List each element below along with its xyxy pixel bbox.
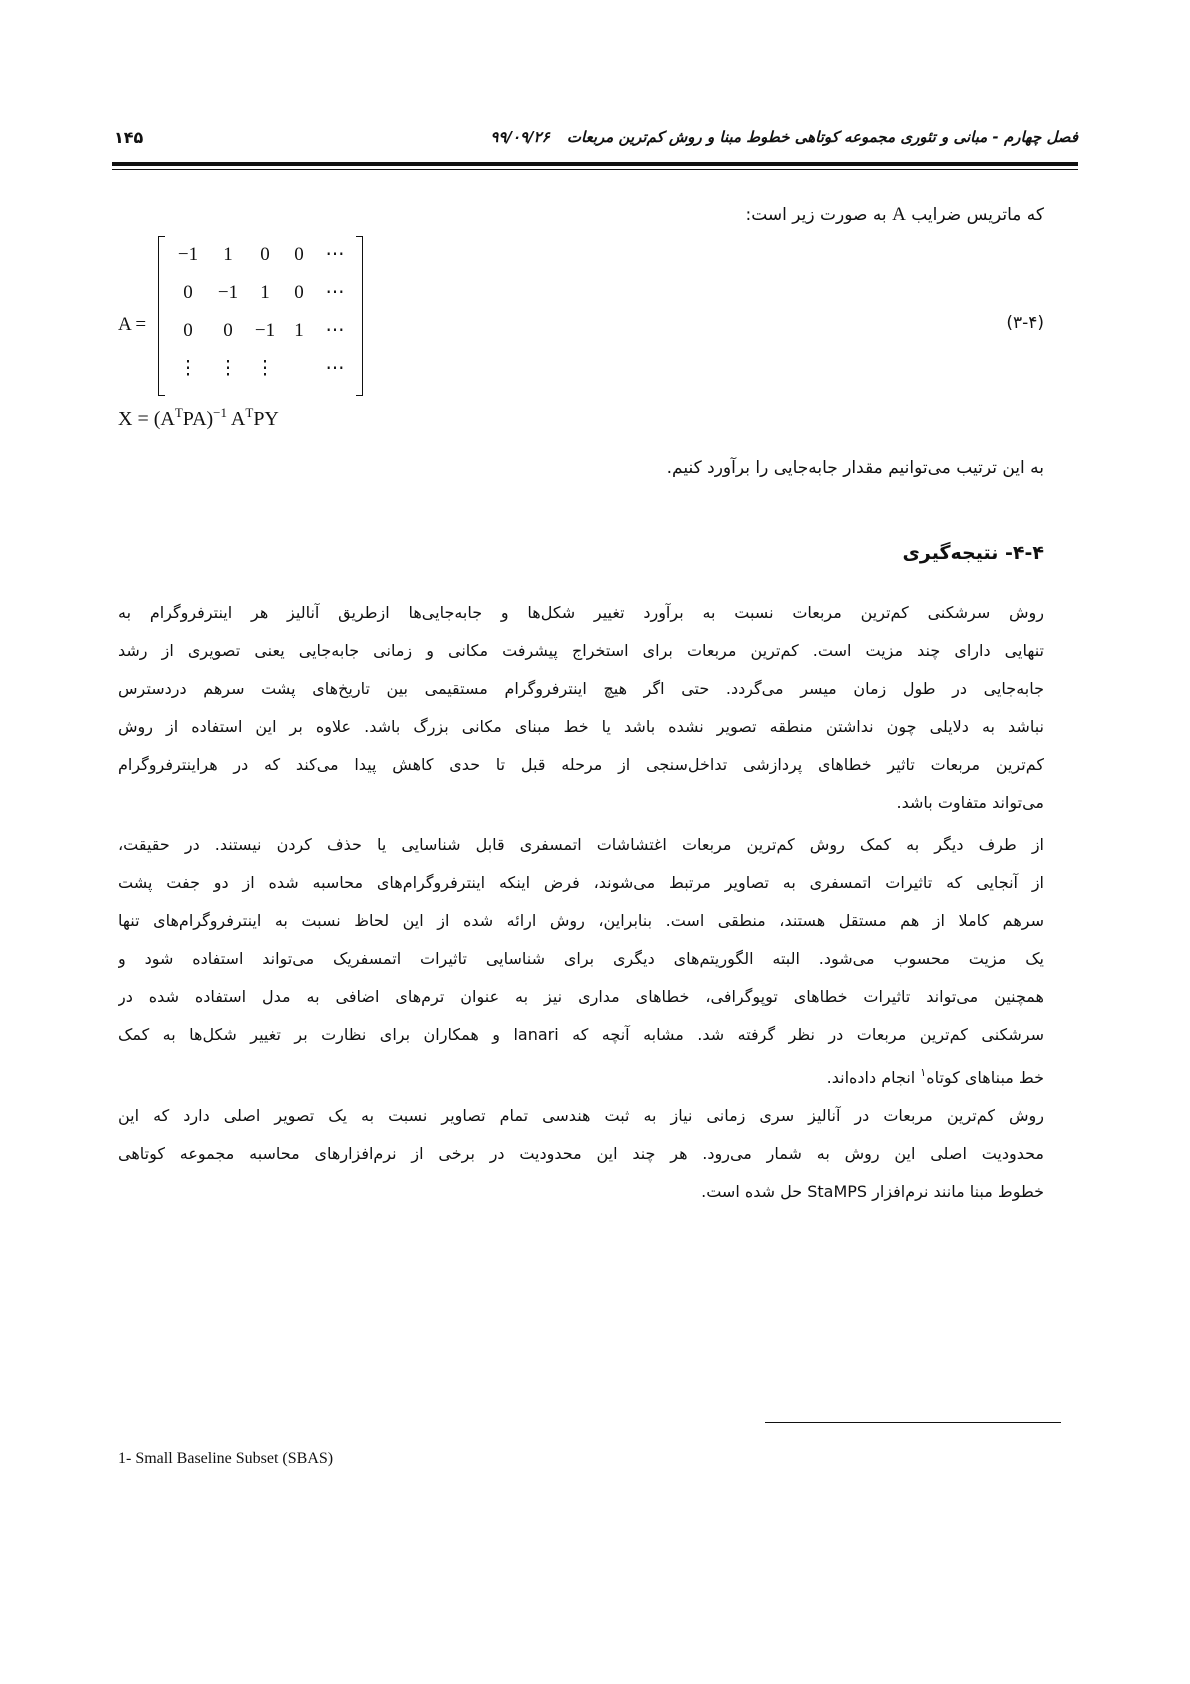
formula-part: PA) <box>182 408 214 430</box>
section-heading: ۴-۴- نتیجه‌گیری <box>902 542 1044 564</box>
footnote: 1- Small Baseline Subset (SBAS) <box>118 1450 334 1467</box>
matrix-cell: ⋮ <box>178 358 198 379</box>
matrix-cell: ⋮ <box>255 358 275 379</box>
matrix-cell: ⋯ <box>325 358 345 379</box>
matrix-cell: 1 <box>294 320 304 341</box>
matrix-cell: 0 <box>223 320 233 341</box>
matrix-intro-before: که ماتریس ضرایب <box>911 205 1044 225</box>
formula-superscript: −1 <box>213 405 228 420</box>
paragraph-line: نباشد به دلایلی چون نداشتن منطقه تصویر نشده باشد یا خط مبنای مکانی بزرگ باشد. علاوه بر این استفاده از روش <box>118 717 1044 736</box>
paragraph-line: سرهم کاملا از هم مستقل هستند، منطقی است. بنابراین، روش ارائه شده از این لحاظ نسبت به اینترفروگرام‌های تنها <box>118 911 1044 930</box>
matrix-lhs: A = <box>118 314 147 335</box>
paragraph-line: می‌تواند متفاوت باشد. <box>896 793 1044 812</box>
matrix-cell: ⋮ <box>218 358 238 379</box>
matrix-cell <box>284 354 314 392</box>
paragraph-line: یک مزیت محسوب می‌شود. البته الگوریتم‌های دیگری برای شناسایی تاثیرات اتمسفریک می‌تواند استفاده شود و <box>118 949 1044 968</box>
matrix-intro-line <box>745 204 1044 226</box>
formula-superscript: T <box>245 405 254 420</box>
footnote-marker: ۱ <box>920 1066 927 1079</box>
formula-part: PY <box>253 408 279 430</box>
paragraph-text: انجام داده‌اند. <box>826 1068 921 1087</box>
matrix-cell: ⋯ <box>325 320 345 341</box>
running-title <box>490 128 1078 146</box>
paragraph-text: خط مبناهای کوتاه <box>926 1068 1044 1087</box>
paragraph-1 <box>118 594 1044 822</box>
formula-superscript: T <box>174 405 183 420</box>
matrix-cell: ⋯ <box>325 282 345 303</box>
equation-number: (۳-۴) <box>1006 313 1044 333</box>
page-header <box>112 126 1078 156</box>
paragraph-line-with-footnote <box>118 1054 1044 1097</box>
paragraph-line: همچنین می‌تواند تاثیرات خطاهای توپوگرافی، خطاهای مداری نیز به عنوان ترم‌های اضافی به مدل استفاده شده در <box>118 987 1044 1006</box>
paragraph-line: تنهایی دارای چند مزیت است. کم‌ترین مربعات برای استخراج پیشرفت مکانی و زمانی جابه‌جایی یعنی تصویری از رشد <box>118 641 1044 660</box>
matrix-cell: 0 <box>183 282 193 303</box>
matrix-intro-symbol: A <box>892 204 906 225</box>
running-title-date: ۹۹/۰۹/۲۶ <box>490 128 550 146</box>
matrix-cell: 1 <box>260 282 270 303</box>
header-rule-thick <box>112 162 1078 166</box>
matrix-grid <box>166 240 356 392</box>
matrix-cell: −1 <box>217 282 239 303</box>
paragraph-3 <box>118 1097 1044 1211</box>
paragraph-line: خطوط مبنا مانند نرم‌افزار StaMPS حل شده است. <box>701 1182 1044 1201</box>
running-title-text: فصل چهارم - مبانی و تئوری مجموعه کوتاهی خطوط مبنا و روش کم‌ترین مربعات <box>566 128 1078 146</box>
page-number: ۱۴۵ <box>114 128 144 147</box>
footnote-separator <box>765 1422 1061 1423</box>
formula-part: X = (A <box>118 408 175 430</box>
least-squares-formula <box>118 405 279 431</box>
paragraph-line: محدودیت اصلی این روش به شمار می‌رود. هر چند این محدودیت در برخی از نرم‌افزارهای محاسبه مجموعه کوتاهی <box>118 1144 1044 1163</box>
matrix-cell: 1 <box>223 244 233 265</box>
paragraph-line: روش سرشکنی کم‌ترین مربعات نسبت به برآورد تغییر شکل‌ها و جابه‌جایی‌ها ازطریق آنالیز هر اینترفروگرام به <box>118 603 1044 622</box>
matrix-cell: 0 <box>260 244 270 265</box>
paragraph-line: جابه‌جایی در طول زمان میسر می‌گردد. حتی اگر هیچ اینترفروگرام مستقیمی بین تاریخ‌های پشت سرهم دردسترس <box>118 679 1044 698</box>
paragraph-line: از طرف دیگر به کمک روش کم‌ترین مربعات اغتشاشات اتمسفری قابل شناسایی یا حذف کردن نیستند. در حقیقت، <box>118 835 1044 854</box>
paragraph-line: سرشکنی کم‌ترین مربعات در نظر گرفته شد. مشابه آنچه که lanari و همکاران برای نظارت بر تغییر شکل‌ها به کمک <box>118 1025 1044 1044</box>
after-formula-line: به این ترتیب می‌توانیم مقدار جابه‌جایی را برآورد کنیم. <box>666 458 1044 478</box>
paragraph-line: کم‌ترین مربعات تاثیر خطاهای پردازشی تداخل‌سنجی از مرحله قبل تا حدی کاهش پیدا می‌کند که در هراینترفروگرام <box>118 755 1044 774</box>
matrix-cell: 0 <box>183 320 193 341</box>
matrix-right-bracket <box>356 236 363 396</box>
paragraph-line: از آنجایی که تاثیرات اتمسفری به تصاویر مرتبط می‌شوند، فرض اینکه اینترفروگرام‌های محاسبه شده از دو جفت پشت <box>118 873 1044 892</box>
matrix-cell: −1 <box>177 244 199 265</box>
matrix-cell: −1 <box>254 320 276 341</box>
header-rule-thin <box>112 169 1078 170</box>
formula-part: A <box>227 408 246 430</box>
matrix-left-bracket <box>158 236 165 396</box>
matrix-intro-after: به صورت زیر است: <box>745 205 887 225</box>
matrix-cell: 0 <box>294 282 304 303</box>
paragraph-2 <box>118 826 1044 1097</box>
matrix-cell: 0 <box>294 244 304 265</box>
paragraph-line: روش کم‌ترین مربعات در آنالیز سری زمانی نیاز به ثبت هندسی تمام تصاویر نسبت به یک تصویر اصلی دارد که این <box>118 1106 1044 1125</box>
matrix-cell: ⋯ <box>325 244 345 265</box>
